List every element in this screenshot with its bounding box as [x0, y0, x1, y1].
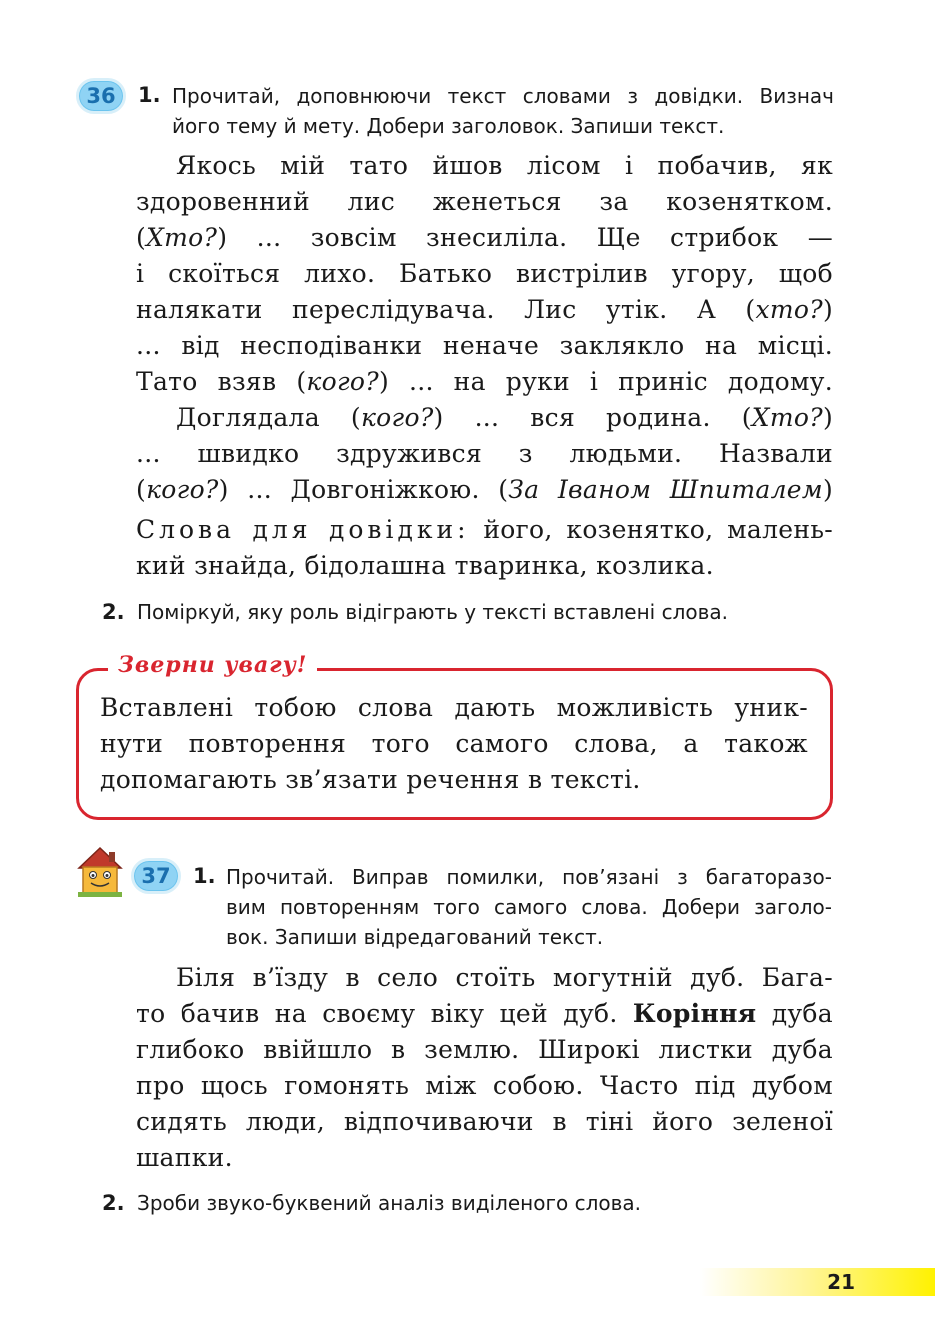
text-line: шапки.	[136, 1143, 233, 1172]
text-line: Біля в’їзду в село стоїть могутній дуб. Бага-	[176, 963, 833, 992]
text-line: глибоко ввійшло в землю. Широкі листки дуба	[136, 1035, 833, 1064]
instruction-line: Прочитай. Виправ помилки, пов’язані з багаторазо-	[226, 865, 832, 889]
exercise-number-badge	[131, 858, 181, 894]
reference-words-line: Слова для довідки: його, козенятко, малень-	[136, 515, 833, 544]
page-number-band	[700, 1268, 935, 1296]
text-line: ... швидко здружився з людьми. Назвали	[136, 439, 833, 468]
highlighted-word: Коріння	[632, 999, 757, 1028]
task-number: 2.	[102, 1191, 125, 1215]
text-line: Тато взяв (кого?) ... на руки і приніс додому.	[136, 367, 833, 396]
instruction-line: вим повторенням того самого слова. Добери заголо-	[226, 895, 832, 919]
notice-line: нути повторення того самого слова, а також	[100, 729, 808, 758]
instruction-line: вок. Запиши відредагований текст.	[226, 925, 604, 949]
instruction-line: Прочитай, доповнюючи текст словами з довідки. Визнач	[172, 84, 834, 108]
text-line: і скоїться лихо. Батько вистрілив угору, щоб	[136, 259, 833, 288]
question-word: хто?	[755, 295, 823, 324]
exercise-text	[136, 148, 833, 584]
text-line: ... від несподіванки неначе заклякло на місці.	[136, 331, 833, 360]
text-line: Доглядала (кого?) ... вся родина. (Хто?)	[176, 403, 833, 432]
notice-line: Вставлені тобою слова дають можливість уник-	[100, 693, 808, 722]
notice-title: Зверни увагу!	[108, 652, 317, 678]
text-line: налякати переслідувача. Лис утік. А (хто?)	[136, 295, 833, 324]
house-icon	[76, 846, 124, 898]
task-instruction: Поміркуй, яку роль відіграють у тексті вставлені слова.	[137, 600, 728, 624]
question-word: Хто?	[751, 403, 823, 432]
author-attribution: За Іваном Шпиталем	[508, 475, 823, 504]
exercise-number: 36	[86, 84, 116, 108]
question-word: Хто?	[146, 223, 218, 252]
text-line: (кого?) ... Довгоніжкою. (За Іваном Шпиталем)	[136, 475, 833, 504]
text-line: Якось мій тато йшов лісом і побачив, як	[176, 151, 833, 180]
text-line: про щось гомонять між собою. Часто під дубом	[136, 1071, 833, 1100]
notice-text	[100, 690, 808, 798]
exercise-number-badge	[76, 78, 126, 114]
page-number: 21	[827, 1270, 855, 1294]
notice-line: допомагають зв’язати речення в тексті.	[100, 765, 641, 794]
text-line: (Хто?) ... зовсім знесиліла. Ще стрибок —	[136, 223, 833, 252]
task-number: 1.	[193, 864, 216, 888]
task-number: 1.	[138, 83, 161, 107]
text-line: сидять люди, відпочиваючи в тіні його зеленої	[136, 1107, 833, 1136]
reference-label: Слова для довідки:	[136, 515, 470, 544]
exercise-text	[136, 960, 833, 1176]
task-number: 2.	[102, 600, 125, 624]
question-word: кого?	[360, 403, 434, 432]
question-word: кого?	[146, 475, 219, 504]
task-instruction	[172, 81, 834, 141]
question-word: кого?	[306, 367, 379, 396]
text-line: то бачив на своєму віку цей дуб. Коріння дуба	[136, 999, 833, 1028]
exercise-number: 37	[141, 864, 171, 888]
task-instruction: Зроби звуко-буквений аналіз виділеного слова.	[137, 1191, 642, 1215]
instruction-line: його тему й мету. Добери заголовок. Запиши текст.	[172, 114, 725, 138]
text-line: здоровенний лис женеться за козенятком.	[136, 187, 833, 216]
reference-words-line: кий знайда, бідолашна тваринка, козлика.	[136, 551, 714, 580]
task-instruction	[226, 862, 832, 952]
